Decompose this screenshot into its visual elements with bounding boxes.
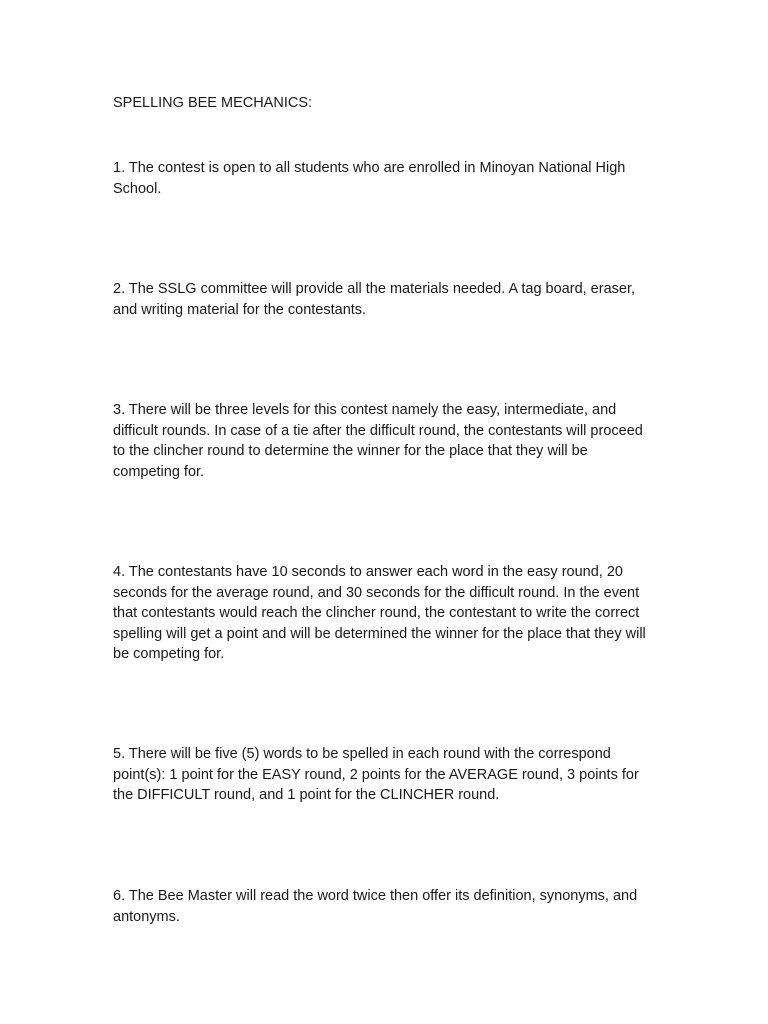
document-title: SPELLING BEE MECHANICS: [113, 95, 313, 111]
rule-item-1: 1. The contest is open to all students who are enrolled in Minoyan National High School. [113, 160, 626, 197]
rule-item-5: 5. There will be five (5) words to be spelled in each round with the correspond point(s): 1 point for the EASY round, 2 points for the AVERAGE round, 3 points for the DIFFICULT round, and 1 point for the CLINCHER round. [113, 746, 639, 803]
rule-item-6: 6. The Bee Master will read the word twice then offer its definition, synonyms, and antonyms. [113, 888, 638, 925]
rule-item-4: 4. The contestants have 10 seconds to answer each word in the easy round, 20 seconds for the average round, and 30 seconds for the difficult round. In the event that contestants would reach the clincher round, the contestant to write the correct spelling will get a point and will be determined the winner for the place that they will be competing for. [113, 564, 646, 662]
rule-item-3: 3. There will be three levels for this contest namely the easy, intermediate, and difficult rounds. In case of a tie after the difficult round, the contestants will proceed to the clincher round to determine the winner for the place that they will be competing for. [113, 402, 643, 480]
rule-item-2: 2. The SSLG committee will provide all the materials needed. A tag board, eraser, and writing material for the contestants. [113, 281, 636, 318]
